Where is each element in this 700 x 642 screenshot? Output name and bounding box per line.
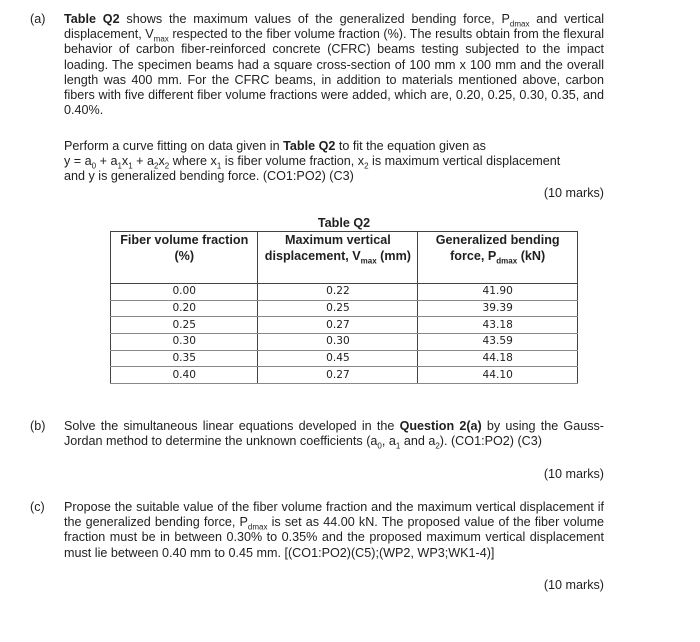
header-bending-force: [418, 232, 578, 284]
question-a-part-2: [30, 139, 604, 185]
question-c-label: (c): [30, 500, 45, 514]
question-a-p2-text-2: to fit the equation given as: [335, 139, 486, 153]
header-fiber-volume-text: Fiber volume fraction (%): [120, 233, 249, 263]
table-ref: Table Q2: [64, 12, 120, 26]
eq-part: + a: [96, 154, 118, 169]
subscript-max: max: [153, 34, 169, 44]
eq-sub: 0: [91, 161, 97, 171]
table-row: [111, 284, 578, 301]
question-a-marks: (10 marks): [543, 186, 604, 200]
cell-disp: 0.30: [258, 334, 418, 351]
cell-fiber: 0.00: [111, 284, 258, 301]
header-disp-sub: max: [360, 256, 377, 266]
cell-force: 44.10: [418, 367, 578, 384]
cell-fiber: 0.20: [111, 300, 258, 317]
header-fiber-volume: [111, 232, 258, 284]
table-row: [111, 317, 578, 334]
eq-sub: 2: [154, 161, 159, 171]
question-b: [30, 419, 604, 449]
cell-disp: 0.22: [258, 284, 418, 301]
question-a-p2-text-1: Perform a curve fitting on data given in: [64, 139, 284, 153]
subscript-dmax: dmax: [509, 19, 530, 29]
eq-part: where x: [169, 154, 217, 169]
eq-sub: 1: [117, 161, 122, 171]
cell-fiber: 0.35: [111, 350, 258, 367]
cell-fiber: 0.40: [111, 367, 258, 384]
question-b-text-1: Solve the simultaneous linear equations developed in the: [64, 419, 400, 433]
header-force-unit: (kN): [517, 248, 546, 263]
header-force-sub: dmax: [496, 256, 518, 266]
question-a-label: (a): [30, 12, 46, 26]
question-a-body: [64, 12, 604, 118]
header-disp-text: Maximum vertical displacement, V: [264, 233, 391, 263]
eq-part: is fiber volume fraction, x: [221, 154, 365, 169]
question-b-text-5: ). (CO1:PO2) (C3): [439, 434, 542, 449]
question-a-text-2: and vertical displacement, V: [64, 12, 605, 42]
cell-fiber: 0.30: [111, 334, 258, 351]
table-title: Table Q2: [317, 216, 371, 230]
cell-disp: 0.27: [258, 367, 418, 384]
eq-part: x: [121, 154, 129, 169]
question-c-text-2: is set as 44.00 kN. The proposed value of the fiber volume fraction must be in between 0.30% to 0.35% and the proposed maximum vertical displacement must lie between 0.40 mm to 0.45 mm. [(CO1:PO2)(C5);(WP2, WP3;WK1-4)]: [64, 515, 604, 560]
cell-force: 43.18: [418, 317, 578, 334]
eq-sub: 1: [128, 161, 133, 171]
subscript-dmax: dmax: [247, 522, 268, 532]
question-c-paragraph: [64, 500, 604, 561]
coef-sub: 2: [435, 441, 440, 451]
question-c-text-1: Propose the suitable value of the fiber volume fraction and the maximum vertical displacement if the generalized bending force, P: [64, 500, 604, 530]
eq-sub: 2: [364, 161, 369, 171]
header-disp-unit: (mm): [376, 248, 411, 263]
question-b-paragraph: [64, 419, 604, 449]
cell-force: 43.59: [418, 334, 578, 351]
question-a-text-1: shows the maximum values of the generalized bending force, P: [119, 12, 510, 26]
eq-sub: 2: [164, 161, 170, 171]
table-ref-2: Table Q2: [283, 139, 336, 153]
question-b-text-2: by using the Gauss-Jordan method to determine the unknown coefficients (a: [64, 419, 604, 449]
cell-force: 39.39: [418, 300, 578, 317]
question-a-p2-line-1: [64, 139, 604, 185]
cell-disp: 0.25: [258, 300, 418, 317]
question-b-marks: (10 marks): [543, 467, 604, 481]
cell-disp: 0.27: [258, 317, 418, 334]
question-b-body: [64, 419, 604, 449]
question-b-text-4: and a: [400, 434, 436, 449]
table-row: [111, 334, 578, 351]
table-row: [111, 350, 578, 367]
cell-disp: 0.45: [258, 350, 418, 367]
eq-part: + a: [132, 154, 155, 169]
question-b-text-3: , a: [381, 434, 396, 449]
eq-sub: 1: [216, 161, 222, 171]
cell-fiber: 0.25: [111, 317, 258, 334]
table-row: [111, 367, 578, 384]
question-c-marks: (10 marks): [543, 578, 604, 592]
question-ref: Question 2(a): [399, 419, 482, 433]
eq-part: is maximum vertical displacement: [368, 154, 561, 169]
table-row: [111, 300, 578, 317]
question-a-text-3: respected to the fiber volume fraction (%). The results obtain from the flexural behavior of carbon fiber-reinforced concrete (CFRC) beams testing subjected to the impact loading. The specimen beams had a square cross-section of 100 mm x 100 mm and the overall length was 400 mm. For the CFRC beams, in addition to materials mentioned above, carbon fibers with five different fiber volume fractions were added, which are, 0.20, 0.25, 0.30, 0.35, and 0.40%.: [64, 27, 604, 118]
question-a-p2-line-3: and y is generalized bending force. (CO1:PO2) (C3): [64, 169, 354, 184]
coef-sub: 1: [395, 441, 401, 451]
question-c-body: [64, 500, 604, 561]
eq-part: y = a: [64, 154, 92, 169]
header-force-text: Generalized bending force, P: [435, 233, 560, 263]
question-a-paragraph-1: [64, 12, 604, 118]
equation: [64, 154, 170, 171]
table-header-row: [111, 232, 578, 284]
eq-part: x: [158, 154, 165, 169]
coef-sub: 0: [377, 441, 382, 451]
question-a-paragraph-2: [64, 139, 604, 185]
cell-force: 44.18: [418, 350, 578, 367]
data-table: [110, 231, 578, 384]
cell-force: 41.90: [418, 284, 578, 301]
header-max-displacement: [258, 232, 418, 284]
question-a: [30, 12, 604, 118]
question-c: [30, 500, 604, 561]
question-b-label: (b): [30, 419, 46, 433]
